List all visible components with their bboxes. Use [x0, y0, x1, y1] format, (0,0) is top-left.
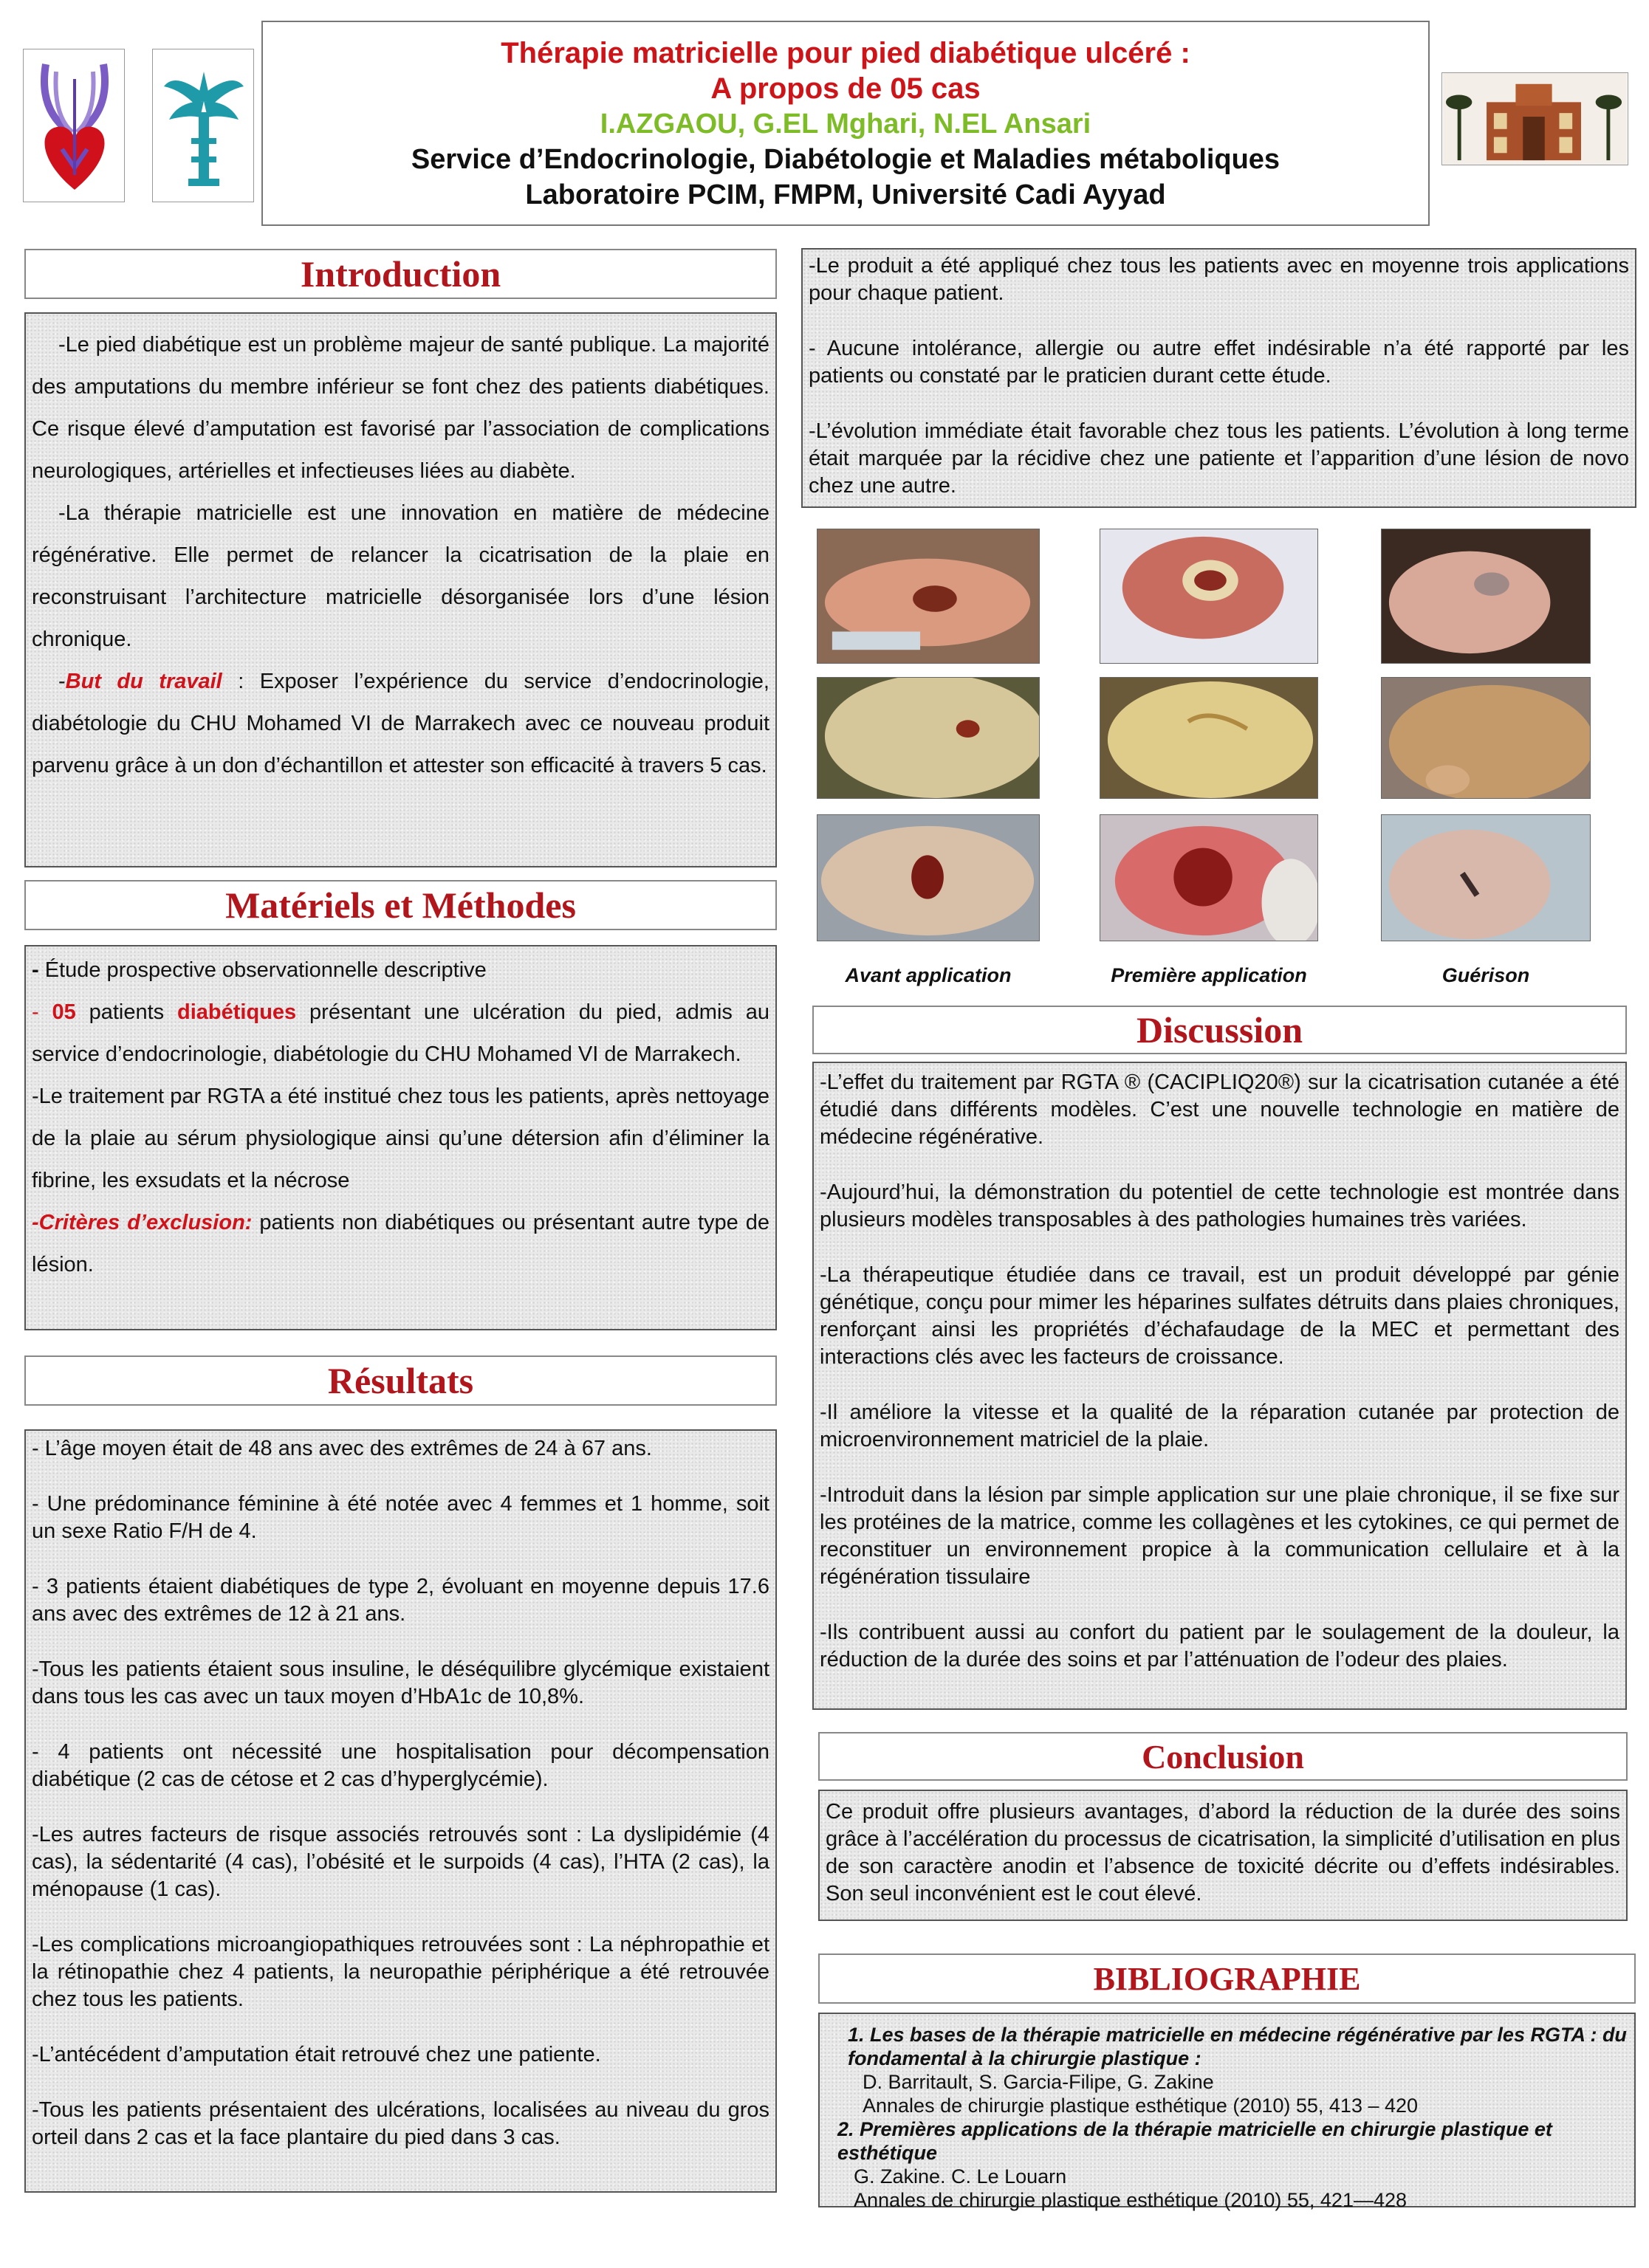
photo-before-1 [817, 529, 1040, 664]
methods-dash-1: - [32, 958, 45, 982]
caption-healed: Guérison [1441, 964, 1530, 986]
poster-title-line1: Thérapie matricielle pour pied diabétique ulcéré : [501, 37, 1190, 69]
ref1-authors: D. Barritault, S. Garcia-Filipe, G. Zakine [863, 2071, 1214, 2093]
laboratory: Laboratoire PCIM, FMPM, Université Cadi Ayyad [525, 179, 1166, 210]
exclusion-text: patients non diabétiques ou présentant autre type de lésion. [32, 1211, 769, 1276]
heart-logo-icon [24, 49, 126, 203]
intro-paragraph-1: -Le pied diabétique est un problème majeur de santé publique. La majorité des amputations du membre inférieur se font chez des patients diabétiques. Ce risque élevé d’amputation est favorisé par l’association de complications neurologiques, artérielles et infectieuses liées au diabète. [32, 333, 769, 483]
methods-study-type: Étude prospective observationnelle descriptive [44, 958, 487, 982]
ref1-journal: Annales de chirurgie plastique esthétique (2010) 55, 413 – 420 [863, 2095, 1419, 2117]
result-cont-3: -L’évolution immédiate était favorable chez tous les patients. L’évolution à long terme était marquée par la récidive chez une patiente et l’apparition d’une lésion de novo chez une autre. [809, 419, 1629, 498]
methods-dash-2: - [32, 1000, 52, 1024]
title-box [261, 21, 1430, 226]
results-continued-box [801, 248, 1636, 508]
methods-population: présentant une ulcération du pied, admis au service d’endocrinologie, diabétologie du CHU Mohamed VI de Marrakech. [32, 1000, 770, 1066]
discussion-item-6: -Ils contribuent aussi au confort du patient par le soulagement de la douleur, la réduction de la durée des soins et par l’atténuation de l’odeur des plaies. [820, 1621, 1619, 1671]
photo-healed-3 [1381, 814, 1591, 941]
intro-dash: - [58, 670, 66, 693]
intro-paragraph-2: -La thérapie matricielle est une innovation en matière de médecine régénérative. Elle permet de relancer la cicatrisation de la plaie en reconstruisant l’architecture matricielle désorganisée lors d’une lésion chronique. [32, 501, 769, 651]
methods-line-2 [32, 992, 769, 1076]
result-item-3: - 3 patients étaient diabétiques de type 2, évoluant en moyenne depuis 17.6 ans avec des extrêmes de 12 à 21 ans. [32, 1575, 769, 1626]
logo-left-1 [23, 49, 125, 202]
result-item-1: - L’âge moyen était de 48 ans avec des extrêmes de 24 à 67 ans. [32, 1437, 652, 1460]
photo-first-2 [1100, 677, 1318, 799]
result-item-6: -Les autres facteurs de risque associés retrouvés sont : La dyslipidémie (4 cas), la sédentarité (4 cas), l’obésité et le surpoids (4 cas), l’HTA (2 cas), la ménopause (1 cas). [32, 1823, 769, 1901]
methods-patients-word: patients [75, 1000, 178, 1024]
section-heading-results: Résultats [24, 1355, 777, 1406]
introduction-box [24, 312, 777, 867]
caption-before: Avant application [845, 964, 1012, 986]
department: Service d’Endocrinologie, Diabétologie et Maladies métaboliques [411, 144, 1281, 175]
ref2-journal: Annales de chirurgie plastique esthétique (2010) 55, 421—428 [854, 2189, 1408, 2211]
photo-healed-1 [1381, 529, 1591, 664]
result-item-7: -Les complications microangiopathiques retrouvées sont : La néphropathie et la rétinopathie chez 4 patients, la neuropathie périphérique a été retrouvée chez tous les patients. [32, 1933, 769, 2011]
result-item-2: - Une prédominance féminine à été notée avec 4 femmes et 1 homme, soit un sexe Ratio F/H de 4. [32, 1492, 769, 1543]
photo-first-1 [1100, 529, 1318, 664]
building-logo-icon [1442, 73, 1628, 165]
photo-before-3 [817, 814, 1040, 941]
result-item-9: -Tous les patients présentaient des ulcérations, localisées au niveau du gros orteil dans 2 cas et la face plantaire du pied dans 3 cas. [32, 2098, 769, 2149]
aim-label: But du travail [65, 670, 222, 693]
logo-left-2 [152, 49, 254, 202]
poster-title-line2: A propos de 05 cas [710, 72, 981, 105]
logo-right [1441, 72, 1628, 165]
result-cont-2: - Aucune intolérance, allergie ou autre effet indésirable n’a été rapporté par les patients ou constaté par le praticien durant cette étude. [809, 337, 1629, 388]
ref1-title: 1. Les bases de la thérapie matricielle en médecine régénérative par les RGTA : du fondamental à la chirurgie plastique : [848, 2024, 1627, 2069]
result-item-5: - 4 patients ont nécessité une hospitalisation pour décompensation diabétique (2 cas de cétose et 2 cas d’hyperglycémie). [32, 1740, 769, 1791]
section-heading-introduction: Introduction [24, 249, 777, 299]
discussion-item-1: -L’effet du traitement par RGTA ® (CACIPLIQ20®) sur la cicatrisation cutanée a été étudié dans différents modèles. C’est une nouvelle technologie en matière de médecine régénérative. [820, 1071, 1619, 1149]
caption-first: Première application [1111, 964, 1307, 986]
discussion-item-4: -Il améliore la vitesse et la qualité de la réparation cutanée par protection de microenvironnement matriciel de la plaie. [820, 1401, 1619, 1451]
result-item-8: -L’antécédent d’amputation était retrouvé chez une patiente. [32, 2043, 601, 2066]
methods-line-4 [32, 1202, 769, 1286]
discussion-item-5: -Introduit dans la lésion par simple application sur une plaie chronique, il se fixe sur les protéines de la matrice, comme les collagènes et les cytokines, ce qui permet de reconstituer un environnement propice à la communication cellulaire et à la régénération tissulaire [820, 1483, 1619, 1589]
bibliography-box [818, 2013, 1636, 2211]
methods-line-1 [32, 949, 769, 992]
section-heading-methods: Matériels et Méthodes [24, 880, 777, 930]
diabetic-word: diabétiques [177, 1000, 297, 1024]
photo-before-2 [817, 677, 1040, 799]
exclusion-label: -Critères d’exclusion: [32, 1211, 253, 1234]
conclusion-text: Ce produit offre plusieurs avantages, d’abord la réduction de la durée des soins grâce à l’accélération du processus de cicatrisation, la simplicité d’utilisation en plus de son caractère anodin et l’absence de toxicité décrite ou d’effets indésirables. Son seul inconvénient est le cout élevé. [826, 1800, 1620, 1906]
ref2-authors: G. Zakine. C. Le Louarn [854, 2165, 1067, 2188]
methods-box [24, 945, 777, 1330]
authors: I.AZGAOU, G.EL Mghari, N.EL Ansari [600, 109, 1091, 140]
discussion-box [812, 1062, 1627, 1710]
result-item-4: -Tous les patients étaient sous insuline, le déséquilibre glycémique existaient dans tous les cas avec un taux moyen d’HbA1c de 10,8%. [32, 1657, 769, 1708]
section-heading-bibliography: BIBLIOGRAPHIE [818, 1953, 1636, 2004]
photo-first-3 [1100, 814, 1318, 941]
section-heading-conclusion: Conclusion [818, 1732, 1628, 1781]
palm-logo-icon [153, 49, 255, 203]
methods-line-3: -Le traitement par RGTA a été institué chez tous les patients, après nettoyage de la plaie au sérum physiologique ainsi qu’une détersion afin d’éliminer la fibrine, les exsudats et la nécrose [32, 1085, 769, 1192]
intro-paragraph-3 [32, 661, 769, 787]
section-heading-discussion: Discussion [812, 1006, 1627, 1054]
patient-count: 05 [52, 1000, 76, 1024]
photo-healed-2 [1381, 677, 1591, 799]
results-box [24, 1429, 777, 2193]
result-cont-1: -Le produit a été appliqué chez tous les patients avec en moyenne trois applications pour chaque patient. [809, 254, 1629, 305]
discussion-item-2: -Aujourd’hui, la démonstration du potentiel de cette technologie est montrée dans plusieurs modèles transposables à des pathologies humaines très variées. [820, 1181, 1619, 1231]
aim-text: : Exposer l’expérience du service d’endocrinologie, diabétologie du CHU Mohamed VI de Marrakech avec ce nouveau produit parvenu grâce à un don d’échantillon et attester son efficacité à travers 5 cas. [32, 670, 769, 777]
conclusion-box [818, 1790, 1628, 1921]
discussion-item-3: -La thérapeutique étudiée dans ce travail, est un produit développé par génie génétique, conçu pour mimer les héparines sulfates détruits dans plaies chroniques, renforçant ainsi les propriétés d’échafaudage de la MEC et permettant des interactions clés avec les facteurs de croissance. [820, 1263, 1619, 1369]
ref2-title: 2. Premières applications de la thérapie matricielle en chirurgie plastique et esthétique [837, 2118, 1552, 2164]
